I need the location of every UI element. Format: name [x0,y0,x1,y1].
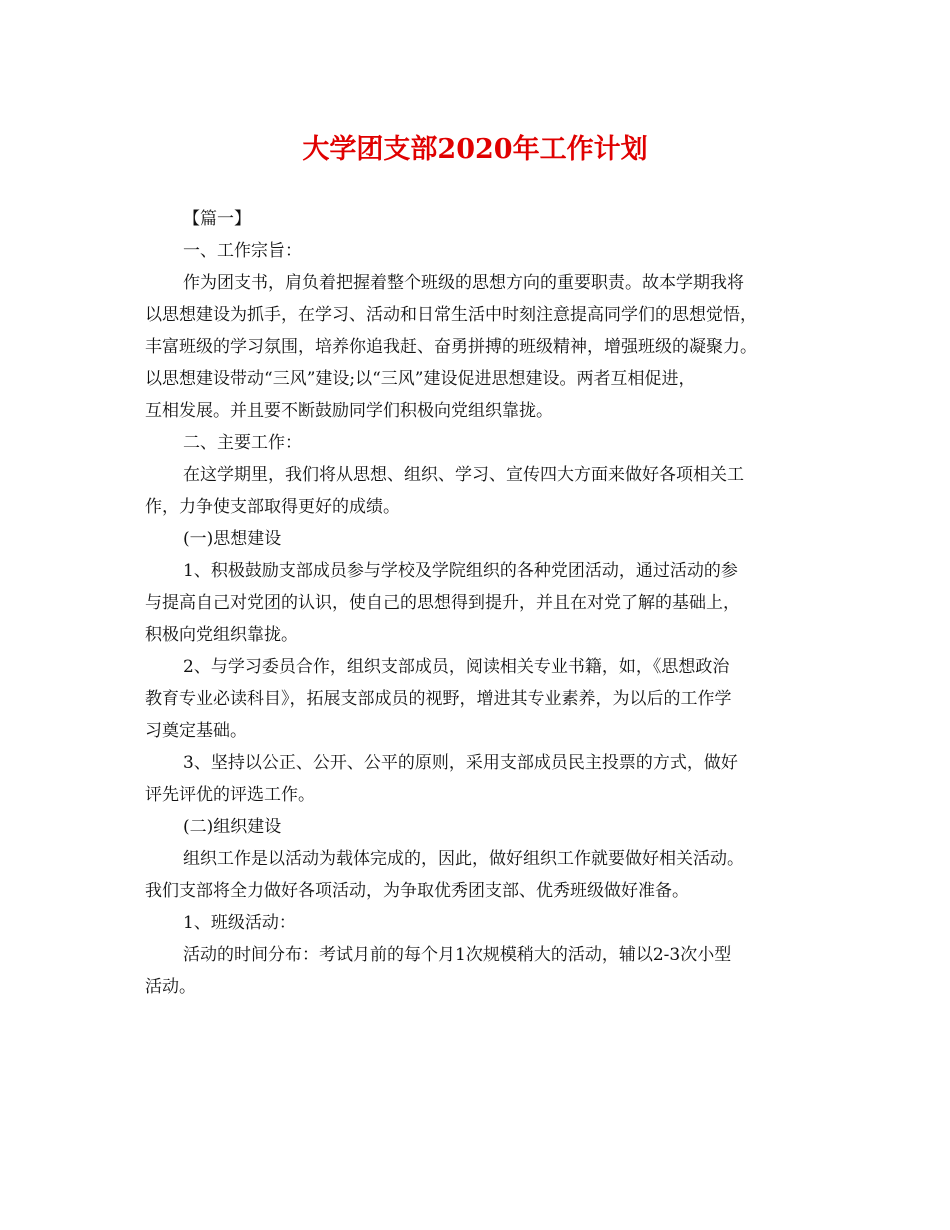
text-line: 我们支部将全力做好各项活动，为争取优秀团支部、优秀班级做好准备。 [145,881,689,901]
text-line: 组织工作是以活动为载体完成的，因此，做好组织工作就要做好相关活动。 [183,849,744,869]
text-line: 活动。 [145,977,196,997]
text-line: 活动的时间分布：考试月前的每个月1次规模稍大的活动，辅以2-3次小型 [183,945,732,965]
text-line: 在这学期里，我们将从思想、组织、学习、宣传四大方面来做好各项相关工 [183,465,744,485]
text-line: (一)思想建设 [183,529,282,549]
text-line: 3、坚持以公正、公开、公平的原则，采用支部成员民主投票的方式，做好 [183,753,738,773]
text-line: 以思想建设带动“三风”建设;以“三风”建设促进思想建设。两者互相促进， [145,369,696,389]
text-line: 习奠定基础。 [145,721,247,741]
text-line: 积极向党组织靠拢。 [145,625,298,645]
text-line: 教育专业必读科目》，拓展支部成员的视野，增进其专业素养，为以后的工作学 [145,689,732,709]
text-line: 2、与学习委员合作，组织支部成员，阅读相关专业书籍，如，《思想政治 [183,657,730,677]
text-line: 评先评优的评选工作。 [145,785,315,805]
text-line: 作，力争使支部取得更好的成绩。 [145,497,400,517]
document-body [145,203,810,1003]
text-line: 1、班级活动： [183,913,296,933]
text-line: 1、积极鼓励支部成员参与学校及学院组织的各种党团活动，通过活动的参 [183,561,738,581]
text-line: 互相发展。并且要不断鼓励同学们积极向党组织靠拢。 [145,401,553,421]
text-line: 与提高自己对党团的认识，使自己的思想得到提升，并且在对党了解的基础上， [145,593,740,613]
text-line: 丰富班级的学习氛围，培养你追我赶、奋勇拼搏的班级精神，增强班级的凝聚力。 [145,337,757,357]
text-line: 二、主要工作： [183,433,302,453]
text-line: 一、工作宗旨： [183,241,302,261]
text-line: (二)组织建设 [183,817,282,837]
text-line: 【篇一】 [183,209,251,229]
document-title: 大学团支部2020年工作计划 [302,134,648,165]
text-line: 作为团支书，肩负着把握着整个班级的思想方向的重要职责。故本学期我将 [183,273,744,293]
text-line: 以思想建设为抓手，在学习、活动和日常生活中时刻注意提高同学们的思想觉悟， [145,305,757,325]
